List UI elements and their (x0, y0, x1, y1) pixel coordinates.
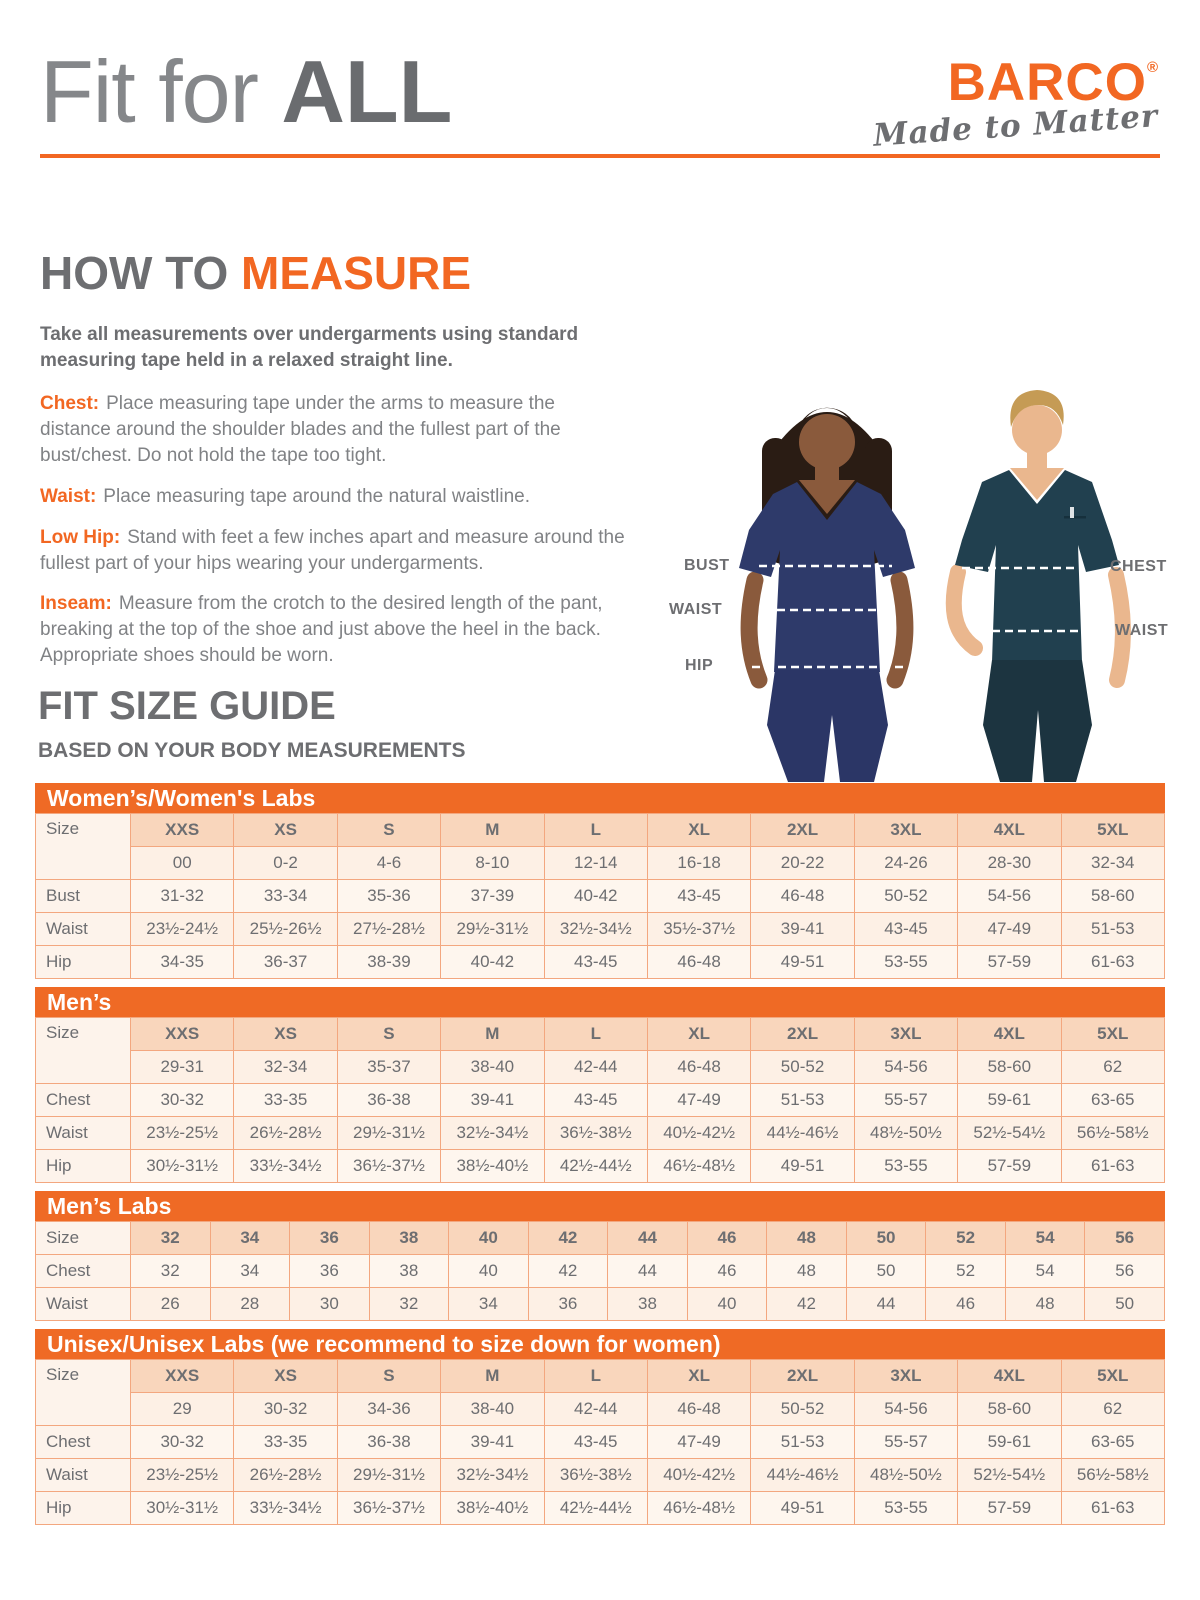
value-cell: 36 (528, 1288, 608, 1321)
chest-label: CHEST (1110, 558, 1167, 575)
size-header-cell: 2XL (751, 1360, 854, 1393)
numeric-size-row (36, 1051, 1165, 1084)
value-cell: 44 (846, 1288, 926, 1321)
value-cell: 33-35 (234, 1084, 337, 1117)
row-label: Waist (36, 1117, 131, 1150)
value-cell: 40 (687, 1288, 767, 1321)
table-row-waist (36, 1117, 1165, 1150)
numeric-size-cell: 8-10 (441, 847, 544, 880)
numeric-size-cell: 12-14 (544, 847, 647, 880)
value-cell: 30-32 (131, 1084, 234, 1117)
measure-text-waist: Place measuring tape around the natural waistline. (103, 485, 530, 507)
size-table-section-mens (35, 987, 1165, 1183)
size-table-unisex (35, 1359, 1165, 1525)
size-header-cell: XXS (131, 1018, 234, 1051)
value-cell: 56½-58½ (1061, 1459, 1164, 1492)
value-cell: 36½-38½ (544, 1459, 647, 1492)
value-cell: 49-51 (751, 946, 854, 979)
value-cell: 43-45 (647, 880, 750, 913)
value-cell: 33-35 (234, 1426, 337, 1459)
size-header-cell: M (441, 1018, 544, 1051)
size-header-cell: 38 (369, 1222, 449, 1255)
size-header-cell: XXS (131, 814, 234, 847)
value-cell: 26½-28½ (234, 1459, 337, 1492)
size-table-title-mens-labs: Men’s Labs (35, 1191, 1165, 1221)
value-cell: 30 (290, 1288, 370, 1321)
waist-label-woman: WAIST (669, 601, 723, 618)
table-row-hip (36, 946, 1165, 979)
value-cell: 28 (210, 1288, 290, 1321)
row-label: Waist (36, 1288, 131, 1321)
measure-label-lowhip: Low Hip: (40, 526, 121, 548)
value-cell: 55-57 (854, 1426, 957, 1459)
value-cell: 53-55 (854, 1150, 957, 1183)
barco-logo-tagline: Made to Matter (871, 98, 1159, 155)
row-label: Bust (36, 880, 131, 913)
measure-item-inseam (40, 591, 625, 668)
numeric-size-cell: 50-52 (751, 1051, 854, 1084)
value-cell: 52½-54½ (958, 1459, 1061, 1492)
value-cell: 61-63 (1061, 1492, 1164, 1525)
value-cell: 26 (131, 1288, 211, 1321)
value-cell: 36-37 (234, 946, 337, 979)
size-header-cell: 2XL (751, 1018, 854, 1051)
measure-text-inseam: Measure from the crotch to the desired length of the pant, breaking at the top of the shoe and just above the heel in the back. Appropriate shoes should be worn. (40, 593, 603, 667)
value-cell: 40-42 (544, 880, 647, 913)
size-table-womens (35, 813, 1165, 979)
fit-size-guide-heading: FIT SIZE GUIDE (38, 684, 336, 728)
row-label: Hip (36, 946, 131, 979)
numeric-size-cell: 29 (131, 1393, 234, 1426)
size-table-title-mens: Men’s (35, 987, 1165, 1017)
value-cell: 57-59 (958, 1492, 1061, 1525)
size-row-label: Size (36, 1018, 131, 1084)
numeric-size-cell: 4-6 (337, 847, 440, 880)
numeric-size-cell: 35-37 (337, 1051, 440, 1084)
size-header-cell: 52 (926, 1222, 1006, 1255)
value-cell: 39-41 (441, 1426, 544, 1459)
size-header-cell: L (544, 814, 647, 847)
value-cell: 29½-31½ (441, 913, 544, 946)
value-cell: 32 (131, 1255, 211, 1288)
size-header-cell: XL (647, 1360, 750, 1393)
value-cell: 46½-48½ (647, 1150, 750, 1183)
value-cell: 31-32 (131, 880, 234, 913)
value-cell: 43-45 (854, 913, 957, 946)
table-row-waist (36, 1288, 1165, 1321)
size-header-cell: 5XL (1061, 814, 1164, 847)
measure-intro: Take all measurements over undergarments using standard measuring tape held in a relaxed straight line. (40, 324, 579, 372)
value-cell: 42½-44½ (544, 1150, 647, 1183)
size-header-cell: 5XL (1061, 1018, 1164, 1051)
size-header-cell: 5XL (1061, 1360, 1164, 1393)
numeric-size-cell: 00 (131, 847, 234, 880)
row-label: Waist (36, 913, 131, 946)
value-cell: 51-53 (751, 1426, 854, 1459)
value-cell: 30-32 (131, 1426, 234, 1459)
value-cell: 63-65 (1061, 1426, 1164, 1459)
how-to-measure-section (40, 246, 625, 684)
numeric-size-cell: 42-44 (544, 1393, 647, 1426)
value-cell: 63-65 (1061, 1084, 1164, 1117)
value-cell: 50 (846, 1255, 926, 1288)
registered-mark: ® (1146, 59, 1158, 76)
table-row-chest (36, 1084, 1165, 1117)
value-cell: 36½-37½ (337, 1150, 440, 1183)
value-cell: 38 (369, 1255, 449, 1288)
hip-label: HIP (685, 657, 714, 674)
size-header-cell: L (544, 1360, 647, 1393)
size-row-label: Size (36, 1222, 131, 1255)
value-cell: 57-59 (958, 1150, 1061, 1183)
value-cell: 32½-34½ (544, 913, 647, 946)
size-table-section-unisex (35, 1329, 1165, 1525)
value-cell: 44½-46½ (751, 1117, 854, 1150)
value-cell: 23½-25½ (131, 1459, 234, 1492)
value-cell: 33½-34½ (234, 1150, 337, 1183)
table-row-waist (36, 913, 1165, 946)
size-header-cell: 4XL (958, 1360, 1061, 1393)
size-header-cell: S (337, 1018, 440, 1051)
value-cell: 36 (290, 1255, 370, 1288)
value-cell: 43-45 (544, 1426, 647, 1459)
numeric-size-cell: 38-40 (441, 1393, 544, 1426)
value-cell: 61-63 (1061, 946, 1164, 979)
row-label: Hip (36, 1492, 131, 1525)
waist-label-man: WAIST (1115, 622, 1169, 639)
measure-label-waist: Waist: (40, 485, 97, 507)
numeric-size-cell: 28-30 (958, 847, 1061, 880)
value-cell: 46 (926, 1288, 1006, 1321)
numeric-size-cell: 16-18 (647, 847, 750, 880)
size-row-label: Size (36, 1360, 131, 1426)
value-cell: 47-49 (647, 1084, 750, 1117)
value-cell: 61-63 (1061, 1150, 1164, 1183)
value-cell: 46-48 (647, 946, 750, 979)
numeric-size-cell: 0-2 (234, 847, 337, 880)
table-row-bust (36, 880, 1165, 913)
value-cell: 53-55 (854, 1492, 957, 1525)
value-cell: 36-38 (337, 1084, 440, 1117)
size-header-cell: 48 (767, 1222, 847, 1255)
page-title-bold: ALL (281, 42, 453, 141)
value-cell: 52 (926, 1255, 1006, 1288)
size-header-cell: 36 (290, 1222, 370, 1255)
value-cell: 49-51 (751, 1492, 854, 1525)
size-header-row (36, 1222, 1165, 1255)
value-cell: 46 (687, 1255, 767, 1288)
size-header-cell: 4XL (958, 1018, 1061, 1051)
numeric-size-cell: 50-52 (751, 1393, 854, 1426)
models-photo (652, 380, 1200, 782)
size-table-mens-labs (35, 1221, 1165, 1321)
size-tables (35, 783, 1165, 1533)
value-cell: 44½-46½ (751, 1459, 854, 1492)
numeric-size-cell: 20-22 (751, 847, 854, 880)
size-header-cell: 34 (210, 1222, 290, 1255)
size-header-cell: XS (234, 1360, 337, 1393)
size-header-cell: S (337, 814, 440, 847)
value-cell: 40½-42½ (647, 1117, 750, 1150)
value-cell: 30½-31½ (131, 1492, 234, 1525)
size-header-cell: 50 (846, 1222, 926, 1255)
value-cell: 47-49 (647, 1426, 750, 1459)
numeric-size-cell: 24-26 (854, 847, 957, 880)
value-cell: 54-56 (958, 880, 1061, 913)
row-label: Chest (36, 1084, 131, 1117)
numeric-size-cell: 62 (1061, 1393, 1164, 1426)
value-cell: 36½-38½ (544, 1117, 647, 1150)
value-cell: 40½-42½ (647, 1459, 750, 1492)
value-cell: 43-45 (544, 946, 647, 979)
size-row-label: Size (36, 814, 131, 880)
value-cell: 48½-50½ (854, 1459, 957, 1492)
value-cell: 50 (1085, 1288, 1165, 1321)
value-cell: 46½-48½ (647, 1492, 750, 1525)
size-header-cell: 40 (449, 1222, 529, 1255)
value-cell: 36-38 (337, 1426, 440, 1459)
value-cell: 39-41 (441, 1084, 544, 1117)
value-cell: 48 (767, 1255, 847, 1288)
value-cell: 49-51 (751, 1150, 854, 1183)
page-title (40, 42, 453, 141)
size-header-cell: XXS (131, 1360, 234, 1393)
measure-item-chest (40, 391, 625, 468)
bust-label: BUST (684, 557, 730, 574)
numeric-size-cell: 62 (1061, 1051, 1164, 1084)
value-cell: 38½-40½ (441, 1492, 544, 1525)
value-cell: 47-49 (958, 913, 1061, 946)
size-header-cell: 54 (1005, 1222, 1085, 1255)
numeric-size-cell: 30-32 (234, 1393, 337, 1426)
value-cell: 37-39 (441, 880, 544, 913)
measure-label-inseam: Inseam: (40, 593, 112, 615)
fit-size-guide-subheading: BASED ON YOUR BODY MEASUREMENTS (38, 739, 466, 762)
size-header-cell: 32 (131, 1222, 211, 1255)
barco-logo-name: BARCO (947, 53, 1147, 112)
row-label: Chest (36, 1255, 131, 1288)
value-cell: 38½-40½ (441, 1150, 544, 1183)
value-cell: 30½-31½ (131, 1150, 234, 1183)
size-header-cell: M (441, 814, 544, 847)
value-cell: 33½-34½ (234, 1492, 337, 1525)
value-cell: 40-42 (441, 946, 544, 979)
heading-orange-part: MEASURE (241, 247, 472, 299)
value-cell: 54 (1005, 1255, 1085, 1288)
value-cell: 59-61 (958, 1084, 1061, 1117)
size-header-row (36, 1360, 1165, 1393)
value-cell: 42 (767, 1288, 847, 1321)
value-cell: 44 (608, 1255, 688, 1288)
size-header-cell: 42 (528, 1222, 608, 1255)
value-cell: 59-61 (958, 1426, 1061, 1459)
value-cell: 26½-28½ (234, 1117, 337, 1150)
barco-logo (871, 53, 1159, 155)
woman-figure (739, 408, 915, 782)
table-row-waist (36, 1459, 1165, 1492)
value-cell: 46-48 (751, 880, 854, 913)
man-figure (954, 390, 1123, 782)
value-cell: 42 (528, 1255, 608, 1288)
measure-text-lowhip: Stand with feet a few inches apart and measure around the fullest part of your hips wearing your undergarments. (40, 526, 625, 574)
table-row-hip (36, 1150, 1165, 1183)
row-label: Waist (36, 1459, 131, 1492)
value-cell: 55-57 (854, 1084, 957, 1117)
value-cell: 51-53 (751, 1084, 854, 1117)
size-header-row (36, 1018, 1165, 1051)
value-cell: 29½-31½ (337, 1117, 440, 1150)
value-cell: 48 (1005, 1288, 1085, 1321)
size-header-cell: 46 (687, 1222, 767, 1255)
numeric-size-cell: 54-56 (854, 1393, 957, 1426)
size-header-cell: XS (234, 814, 337, 847)
numeric-size-cell: 58-60 (958, 1393, 1061, 1426)
value-cell: 34-35 (131, 946, 234, 979)
size-header-cell: 4XL (958, 814, 1061, 847)
models-illustration (652, 380, 1200, 782)
value-cell: 23½-25½ (131, 1117, 234, 1150)
heading-gray-part: HOW TO (40, 247, 229, 299)
value-cell: 42½-44½ (544, 1492, 647, 1525)
numeric-size-cell: 46-48 (647, 1051, 750, 1084)
size-table-section-womens (35, 783, 1165, 979)
size-header-cell: M (441, 1360, 544, 1393)
value-cell: 32½-34½ (441, 1117, 544, 1150)
size-header-cell: 3XL (854, 1018, 957, 1051)
measure-label-chest: Chest: (40, 393, 100, 415)
numeric-size-cell: 46-48 (647, 1393, 750, 1426)
numeric-size-row (36, 847, 1165, 880)
measure-text-chest: Place measuring tape under the arms to measure the distance around the shoulder blades and the fullest part of the bust/chest. Do not hold the tape too tight. (40, 393, 561, 467)
value-cell: 27½-28½ (337, 913, 440, 946)
table-row-hip (36, 1492, 1165, 1525)
page-title-light: Fit for (40, 42, 258, 141)
value-cell: 58-60 (1061, 880, 1164, 913)
value-cell: 57-59 (958, 946, 1061, 979)
value-cell: 39-41 (751, 913, 854, 946)
size-table-title-womens: Women’s/Women's Labs (35, 783, 1165, 813)
numeric-size-cell: 32-34 (234, 1051, 337, 1084)
measure-item-lowhip (40, 525, 625, 577)
value-cell: 51-53 (1061, 913, 1164, 946)
value-cell: 40 (449, 1255, 529, 1288)
value-cell: 32½-34½ (441, 1459, 544, 1492)
size-header-cell: 2XL (751, 814, 854, 847)
value-cell: 33-34 (234, 880, 337, 913)
size-header-cell: 3XL (854, 1360, 957, 1393)
value-cell: 23½-24½ (131, 913, 234, 946)
header-divider (40, 154, 1160, 158)
size-table-title-unisex: Unisex/Unisex Labs (we recommend to size down for women) (35, 1329, 1165, 1359)
value-cell: 56½-58½ (1061, 1117, 1164, 1150)
size-table-mens (35, 1017, 1165, 1183)
value-cell: 32 (369, 1288, 449, 1321)
value-cell: 43-45 (544, 1084, 647, 1117)
measure-item-waist (40, 484, 625, 510)
size-header-cell: 56 (1085, 1222, 1165, 1255)
value-cell: 48½-50½ (854, 1117, 957, 1150)
value-cell: 34 (449, 1288, 529, 1321)
how-to-measure-heading (40, 246, 625, 300)
value-cell: 38 (608, 1288, 688, 1321)
numeric-size-cell: 32-34 (1061, 847, 1164, 880)
row-label: Chest (36, 1426, 131, 1459)
size-header-cell: XL (647, 1018, 750, 1051)
value-cell: 53-55 (854, 946, 957, 979)
size-header-row (36, 814, 1165, 847)
size-header-cell: L (544, 1018, 647, 1051)
size-header-cell: S (337, 1360, 440, 1393)
value-cell: 56 (1085, 1255, 1165, 1288)
numeric-size-cell: 54-56 (854, 1051, 957, 1084)
numeric-size-cell: 58-60 (958, 1051, 1061, 1084)
numeric-size-cell: 29-31 (131, 1051, 234, 1084)
value-cell: 52½-54½ (958, 1117, 1061, 1150)
numeric-size-cell: 42-44 (544, 1051, 647, 1084)
value-cell: 29½-31½ (337, 1459, 440, 1492)
value-cell: 36½-37½ (337, 1492, 440, 1525)
row-label: Hip (36, 1150, 131, 1183)
value-cell: 35½-37½ (647, 913, 750, 946)
value-cell: 38-39 (337, 946, 440, 979)
size-header-cell: XL (647, 814, 750, 847)
value-cell: 35-36 (337, 880, 440, 913)
size-header-cell: 3XL (854, 814, 957, 847)
size-header-cell: 44 (608, 1222, 688, 1255)
table-row-chest (36, 1255, 1165, 1288)
table-row-chest (36, 1426, 1165, 1459)
numeric-size-row (36, 1393, 1165, 1426)
value-cell: 34 (210, 1255, 290, 1288)
size-table-section-mens-labs (35, 1191, 1165, 1321)
numeric-size-cell: 38-40 (441, 1051, 544, 1084)
numeric-size-cell: 34-36 (337, 1393, 440, 1426)
size-header-cell: XS (234, 1018, 337, 1051)
value-cell: 25½-26½ (234, 913, 337, 946)
value-cell: 50-52 (854, 880, 957, 913)
